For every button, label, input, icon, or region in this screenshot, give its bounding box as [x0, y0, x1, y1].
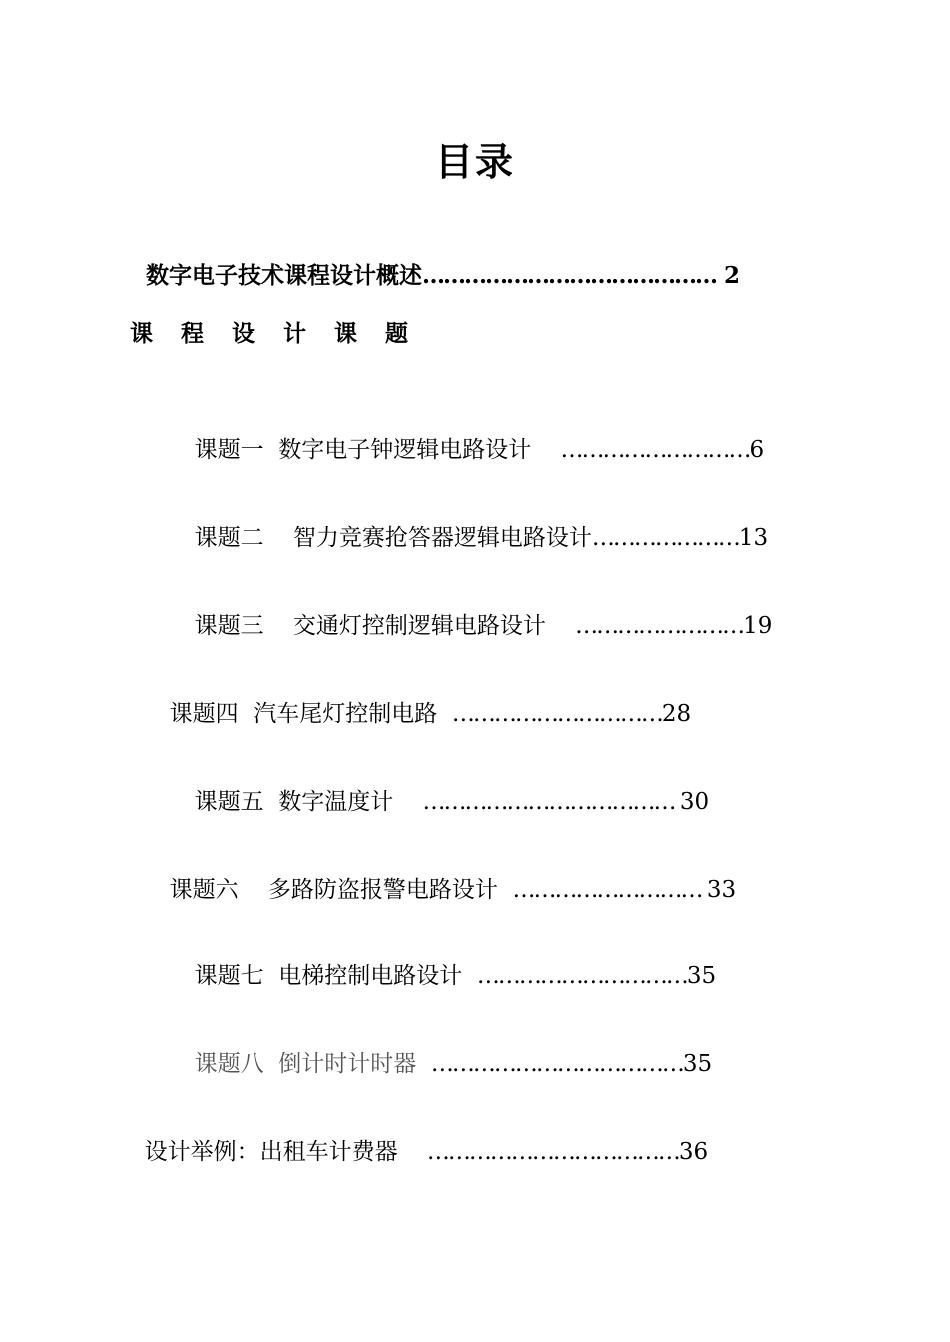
toc-entry-text: 课题六 多路防盗报警电路设计 — [169, 877, 513, 903]
toc-leader: ……………………………… — [426, 1139, 679, 1165]
toc-page-number: 35 — [682, 1051, 713, 1077]
toc-entry-text: 课题八 倒计时计时器 — [194, 1051, 431, 1077]
section-heading: 课 程 设 计 课 题 — [130, 320, 419, 347]
toc-leader: ……………………… — [560, 437, 750, 463]
toc-entry-topic-5[interactable] — [180, 754, 709, 818]
toc-page-number: 2 — [716, 262, 741, 289]
toc-entry-overview[interactable] — [130, 228, 740, 292]
toc-leader: ……………………………… — [430, 1051, 683, 1077]
toc-entry-text: 数字电子技术课程设计概述 — [146, 262, 423, 289]
page-title: 目录 — [434, 139, 515, 184]
toc-entry-example[interactable] — [130, 1104, 708, 1168]
toc-leader: ………………… — [591, 525, 739, 551]
toc-entry-topic-2[interactable] — [180, 490, 768, 554]
toc-leader: ………………………… — [451, 701, 662, 727]
toc-page-number: 36 — [678, 1139, 709, 1165]
toc-leader: …………………………………… — [422, 262, 717, 289]
toc-entry-topic-1[interactable] — [180, 402, 764, 466]
toc-entry-topic-7[interactable] — [180, 928, 716, 992]
toc-page-number: 13 — [738, 525, 769, 551]
toc-entry-text: 课题七 电梯控制电路设计 — [194, 963, 477, 989]
toc-leader: …………………… — [575, 613, 744, 639]
toc-entry-text: 设计举例：出租车计费器 — [144, 1139, 427, 1165]
toc-page-number: 35 — [686, 963, 717, 989]
toc-entry-text: 课题四 汽车尾灯控制电路 — [169, 701, 452, 727]
toc-entry-text: 课题五 数字温度计 — [194, 789, 423, 815]
toc-leader: ……………………… — [512, 877, 707, 903]
toc-entry-topic-8[interactable] — [180, 1016, 712, 1080]
toc-page-number: 28 — [661, 701, 692, 727]
toc-leader: ……………………………… — [422, 789, 680, 815]
toc-entry-text: 课题三 交通灯控制逻辑电路设计 — [194, 613, 576, 639]
toc-leader: ………………………… — [476, 963, 687, 989]
toc-page-number: 6 — [749, 437, 765, 463]
toc-entry-text: 课题二 智力竞赛抢答器逻辑电路设计 — [194, 525, 592, 551]
toc-entry-text: 课题一 数字电子钟逻辑电路设计 — [194, 437, 561, 463]
toc-entry-topic-3[interactable] — [180, 578, 772, 642]
toc-entry-topic-4[interactable] — [155, 666, 691, 730]
toc-entry-topic-6[interactable] — [155, 842, 736, 906]
toc-page-number: 30 — [679, 789, 710, 815]
toc-page-number: 33 — [706, 877, 737, 903]
toc-page-number: 19 — [743, 613, 773, 639]
